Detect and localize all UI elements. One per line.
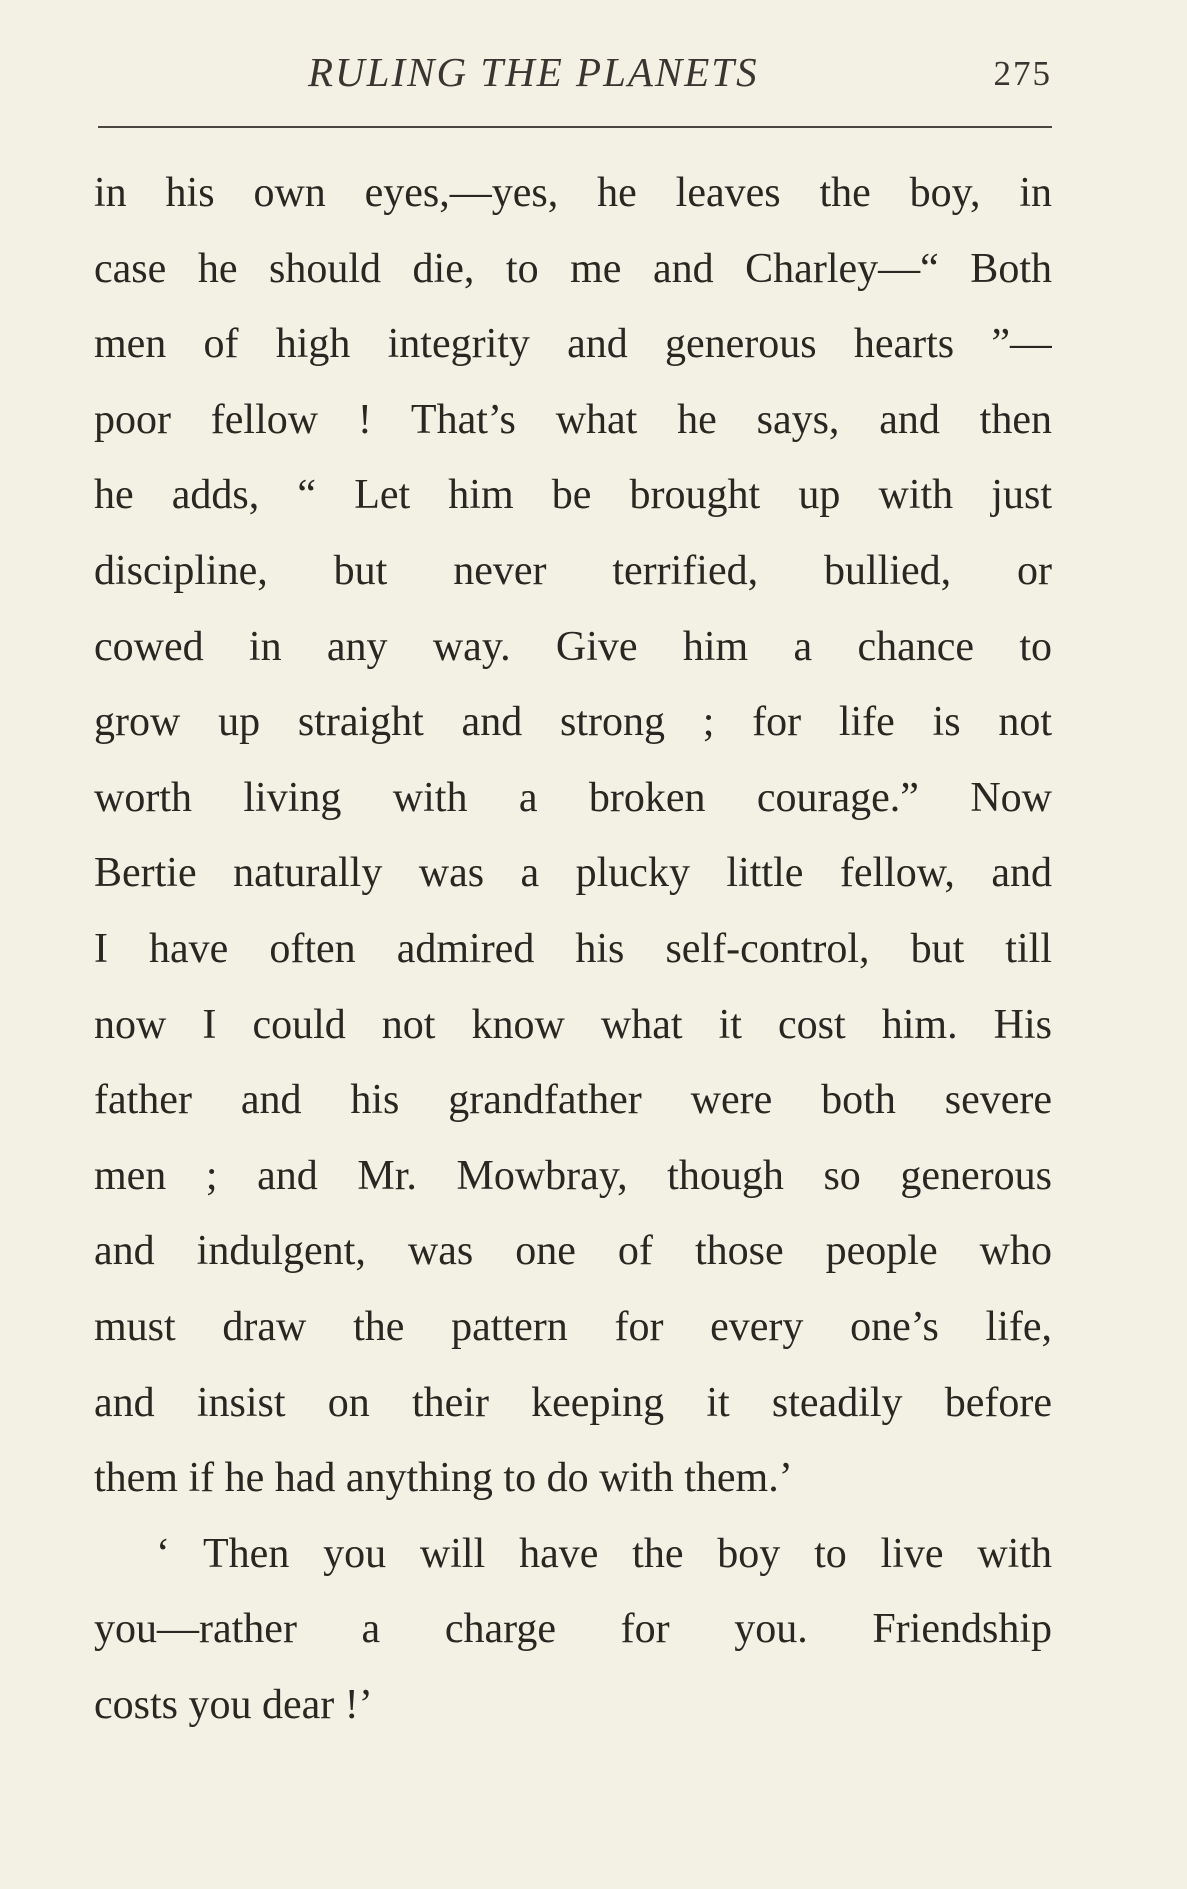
text-line: men ; and Mr. Mowbray, though so generous: [94, 1152, 1052, 1199]
text-line: case he should die, to me and Charley—“ Both: [94, 245, 1052, 292]
text-line: discipline, but never terrified, bullied, or: [94, 547, 1052, 594]
text-line: and insist on their keeping it steadily before: [94, 1379, 1052, 1426]
header-rule: [98, 126, 1052, 128]
running-head: [98, 48, 1052, 98]
running-title: RULING THE PLANETS: [308, 49, 759, 95]
text-line: must draw the pattern for every one’s life,: [94, 1303, 1052, 1350]
text-line: and indulgent, was one of those people who: [94, 1228, 1052, 1275]
text-line: costs you dear !’: [94, 1681, 373, 1728]
text-line: you—rather a charge for you. Friendship: [94, 1606, 1052, 1653]
body-text: [94, 156, 1052, 1743]
page-number: 275: [993, 54, 1052, 93]
text-line: ‘ Then you will have the boy to live with: [156, 1530, 1052, 1577]
text-line: poor fellow ! That’s what he says, and then: [94, 396, 1052, 443]
text-line: in his own eyes,—yes, he leaves the boy, in: [94, 170, 1052, 216]
text-line: cowed in any way. Give him a chance to: [94, 623, 1052, 670]
text-line: grow up straight and strong ; for life is not: [94, 699, 1052, 746]
text-line: men of high integrity and generous hearts ”—: [94, 321, 1052, 368]
text-line: Bertie naturally was a plucky little fellow, and: [94, 850, 1052, 897]
text-line: I have often admired his self-control, but till: [94, 925, 1052, 972]
text-line: them if he had anything to do with them.’: [94, 1455, 793, 1502]
text-line: father and his grandfather were both severe: [94, 1077, 1052, 1124]
text-line: he adds, “ Let him be brought up with just: [94, 472, 1052, 519]
text-line: worth living with a broken courage.” Now: [94, 774, 1052, 821]
text-line: now I could not know what it cost him. His: [94, 1001, 1052, 1048]
